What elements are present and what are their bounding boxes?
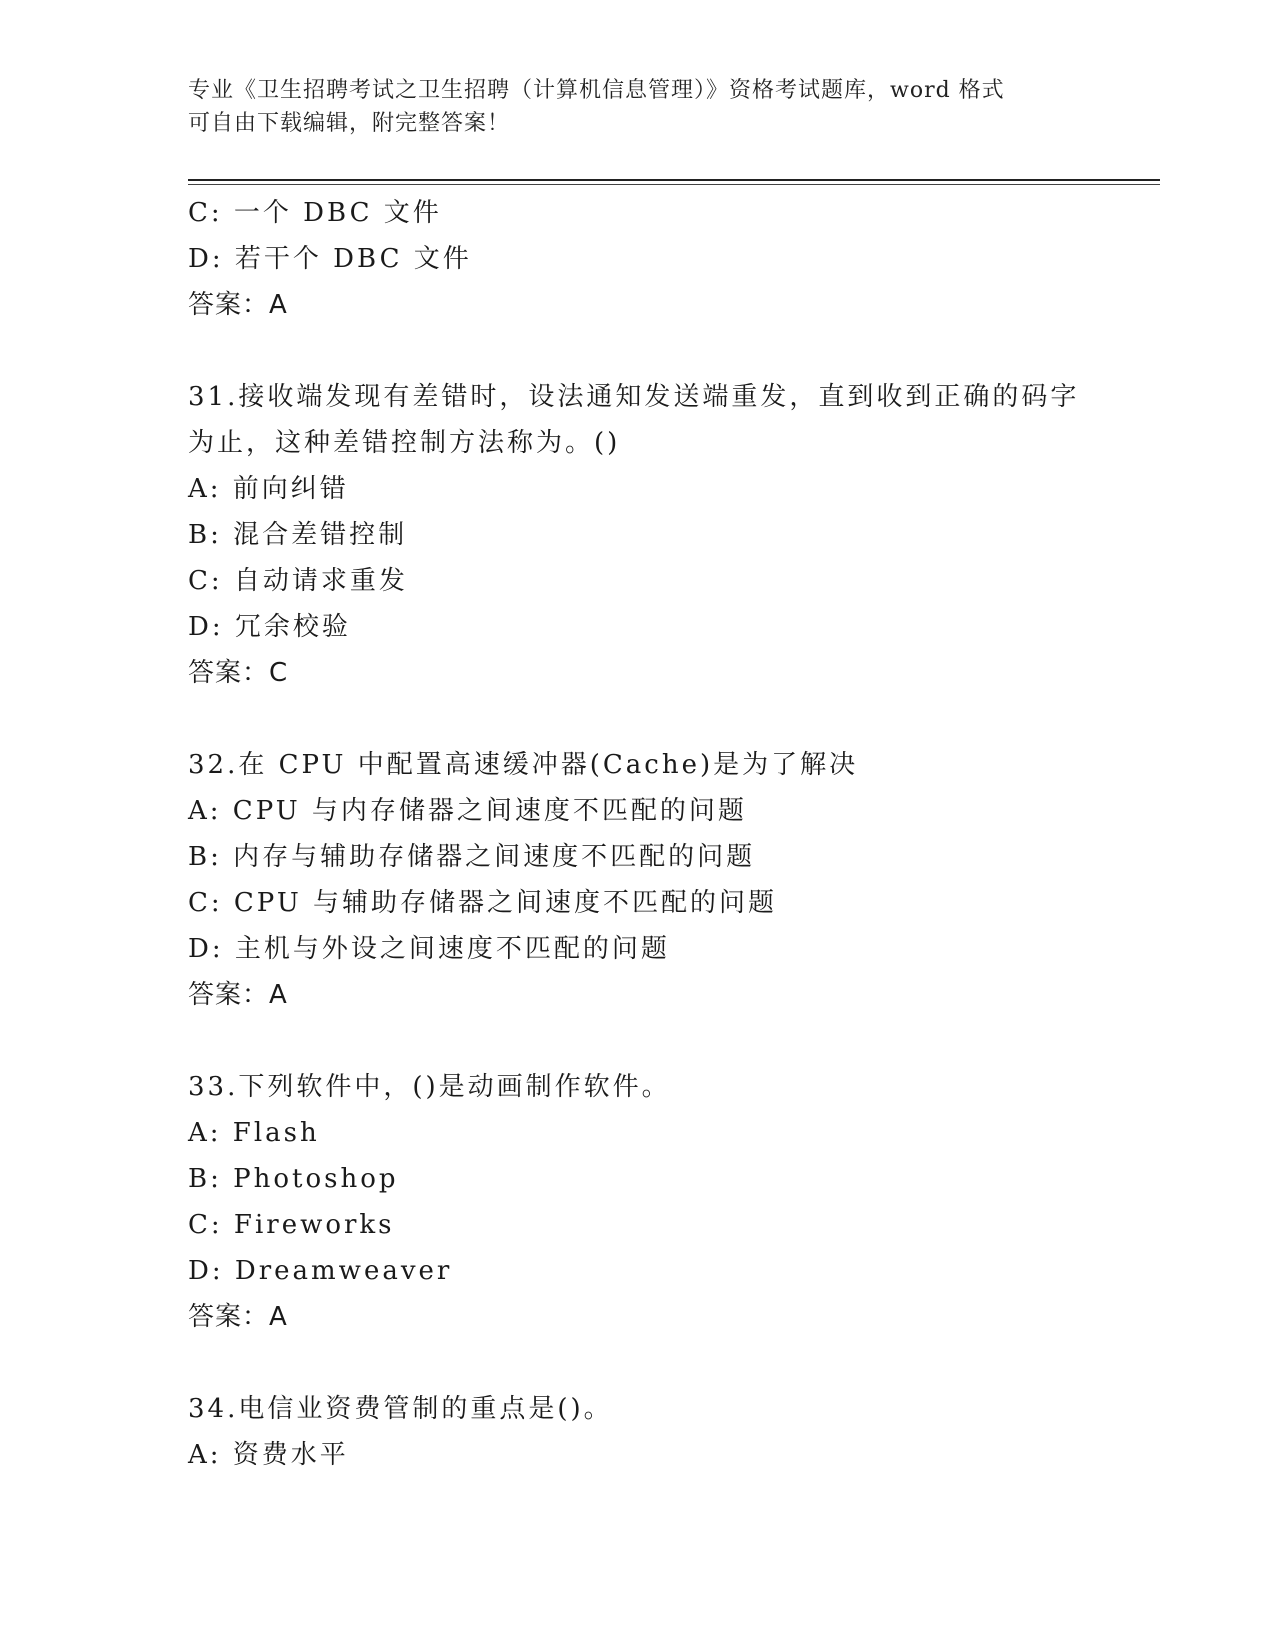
option-c: C: Fireworks bbox=[188, 1210, 395, 1240]
question-stem-32: 32.在 CPU 中配置高速缓冲器(Cache)是为了解决 bbox=[188, 750, 859, 780]
question-stem-33: 33.下列软件中，()是动画制作软件。 bbox=[188, 1072, 671, 1102]
question-stem-31: 31.接收端发现有差错时，设法通知发送端重发，直到收到正确的码字为止，这种差错控制方法称为。() bbox=[188, 382, 1080, 458]
option-c: C: CPU 与辅助存储器之间速度不匹配的问题 bbox=[188, 888, 778, 918]
header-line-1: 专业《卫生招聘考试之卫生招聘（计算机信息管理）》资格考试题库，word 格式 bbox=[188, 78, 1005, 103]
option-a: A: Flash bbox=[188, 1118, 320, 1148]
option-d: D: Dreamweaver bbox=[188, 1256, 453, 1286]
question-gap bbox=[188, 1018, 1148, 1064]
answer-label: 答案：C bbox=[188, 658, 289, 688]
question-gap bbox=[188, 696, 1148, 742]
header-divider-thick bbox=[188, 179, 1160, 181]
answer-label: 答案：A bbox=[188, 1302, 288, 1332]
answer-label: 答案：A bbox=[188, 290, 288, 320]
option-d: D: 若干个 DBC 文件 bbox=[188, 244, 472, 274]
option-c: C: 自动请求重发 bbox=[188, 566, 408, 596]
option-b: B: Photoshop bbox=[188, 1164, 399, 1194]
option-d: D: 冗余校验 bbox=[188, 612, 351, 642]
question-stem-34: 34.电信业资费管制的重点是()。 bbox=[188, 1394, 613, 1424]
document-header bbox=[188, 74, 1088, 140]
option-a: A: 资费水平 bbox=[188, 1440, 349, 1470]
option-b: B: 混合差错控制 bbox=[188, 520, 408, 550]
option-a: A: CPU 与内存储器之间速度不匹配的问题 bbox=[188, 796, 747, 826]
option-a: A: 前向纠错 bbox=[188, 474, 349, 504]
header-line-2: 可自由下载编辑，附完整答案！ bbox=[188, 111, 511, 136]
question-gap bbox=[188, 1340, 1148, 1386]
option-b: B: 内存与辅助存储器之间速度不匹配的问题 bbox=[188, 842, 756, 872]
header-divider-thin bbox=[188, 184, 1160, 185]
option-d: D: 主机与外设之间速度不匹配的问题 bbox=[188, 934, 670, 964]
option-c: C: 一个 DBC 文件 bbox=[188, 198, 442, 228]
question-list bbox=[188, 190, 1148, 1478]
answer-label: 答案：A bbox=[188, 980, 288, 1010]
question-gap bbox=[188, 328, 1148, 374]
